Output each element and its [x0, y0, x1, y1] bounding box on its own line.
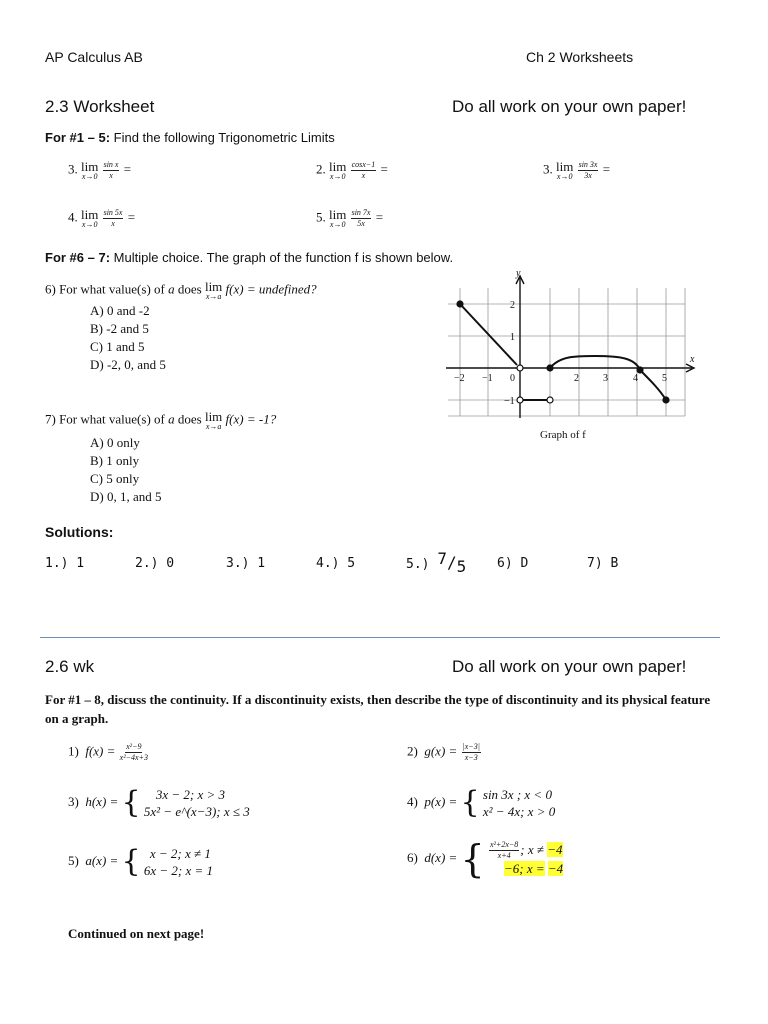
ytick-label: 2 — [510, 300, 515, 311]
choice-item: C) 5 only — [90, 471, 140, 486]
xtick-label: 5 — [662, 373, 667, 384]
graph-grid — [448, 288, 685, 416]
graph-axes — [446, 276, 694, 418]
ws23-note: Do all work on your own paper! — [452, 97, 687, 116]
graph-curve — [460, 304, 666, 400]
ws23-title: 2.3 Worksheet — [45, 97, 155, 116]
xtick-label: 2 — [574, 373, 579, 384]
choice-item: D) -2, 0, and 5 — [90, 357, 166, 372]
ytick-label: 1 — [510, 332, 515, 343]
trig-limit-problem: 2. lim x→0 $\frac{\cos x-1}{x}$ = — [316, 159, 388, 181]
ytick-label: −1 — [504, 396, 515, 407]
xtick-label: 4 — [633, 373, 638, 384]
function-graph — [440, 268, 702, 448]
xtick-label: 0 — [510, 373, 515, 384]
highlighted-value: −4 — [547, 861, 564, 877]
continuity-problem-5: 5) a(x) = { x − 2; x ≠ 1 6x − 2; x = 1 — [68, 844, 214, 879]
solution-item: 5.) 7/5 — [406, 549, 467, 576]
solution-item: 2.) 0 — [135, 556, 175, 571]
xtick-label: 3 — [603, 373, 608, 384]
solution-item: 4.) 5 — [316, 556, 356, 571]
choice-item: A) 0 and -2 — [90, 303, 150, 318]
continuity-problem-1: 1) f(x) = $\frac{\text{x²−9}}{\text{x²−4x+3}}$ — [68, 742, 148, 762]
ws26-note: Do all work on your own paper! — [452, 657, 687, 676]
course-title: AP Calculus AB — [45, 49, 143, 65]
graph-caption: Graph of f — [540, 429, 586, 441]
trig-limit-problem: 3. lim x→0 $\frac{\sin 3x}{3x}$ = — [543, 159, 611, 181]
q6-choices — [90, 302, 166, 374]
solution-item: 7) B — [587, 556, 619, 571]
choice-item: D) 0, 1, and 5 — [90, 489, 162, 504]
continuity-problem-3: 3) h(x) = { 3x − 2; x > 3 5x² − e^(x−3); x ≤ 3 — [68, 785, 250, 820]
section-divider — [40, 637, 720, 638]
choice-item: A) 0 only — [90, 435, 140, 450]
solution-item: 3.) 1 — [226, 556, 266, 571]
question-6: 6) For what value(s) of a does lim x→a f(x) = undefined? — [45, 279, 317, 301]
continuity-problem-6: 6) d(x) = { $\frac{\text{x²+2x−8}}{x+4}$ ; x ≠ −4 −6; x = −4 — [407, 837, 564, 881]
y-axis-label: y — [516, 268, 521, 279]
continuity-problem-4: 4) p(x) = { sin 3x ; x < 0 x² − 4x; x > 0 — [407, 785, 556, 820]
solution-item: 6) D — [497, 556, 529, 571]
x-axis-label: x — [690, 354, 695, 365]
mc-instructions: For #6 – 7: Multiple choice. The graph of the function f is shown below. — [45, 250, 454, 265]
q7-choices — [90, 434, 162, 506]
chapter-title: Ch 2 Worksheets — [526, 49, 634, 65]
continuity-problem-2: 2) g(x) = $\frac{|x-3|}{x-3}$ — [407, 742, 480, 762]
ws23-instructions — [45, 130, 335, 145]
trig-limit-problem: 5. lim x→0 $\frac{\sin 7x}{5x}$ = — [316, 207, 384, 229]
question-7: 7) For what value(s) of a does lim x→a f(x) = -1? — [45, 409, 277, 431]
highlighted-value: −6 — [503, 861, 520, 877]
solution-item: 1.) 1 — [45, 556, 85, 571]
continued-note: Continued on next page! — [68, 926, 205, 941]
xtick-label: −1 — [482, 373, 493, 384]
ws26-title: 2.6 wk — [45, 657, 95, 676]
instr-text: Find the following Trigonometric Limits — [113, 130, 335, 145]
choice-item: B) -2 and 5 — [90, 321, 149, 336]
trig-limit-problem: 4. lim x→0 $\frac{\sin 5x}{x}$ = — [68, 207, 136, 229]
solutions-label: Solutions: — [45, 524, 114, 540]
highlighted-value: −4 — [547, 841, 563, 857]
xtick-label: −2 — [454, 373, 465, 384]
instr-label: For #1 – 5: — [45, 130, 111, 145]
trig-limit-problem: 3. lim x→0 $\frac{\text{sin x}}{x}$ = — [68, 159, 132, 181]
choice-item: C) 1 and 5 — [90, 339, 145, 354]
ws26-instructions: For #1 – 8, discuss the continuity. If a discontinuity exists, then describe the type of discontinuity and its physical feature on a graph. — [45, 692, 711, 726]
choice-item: B) 1 only — [90, 453, 140, 468]
